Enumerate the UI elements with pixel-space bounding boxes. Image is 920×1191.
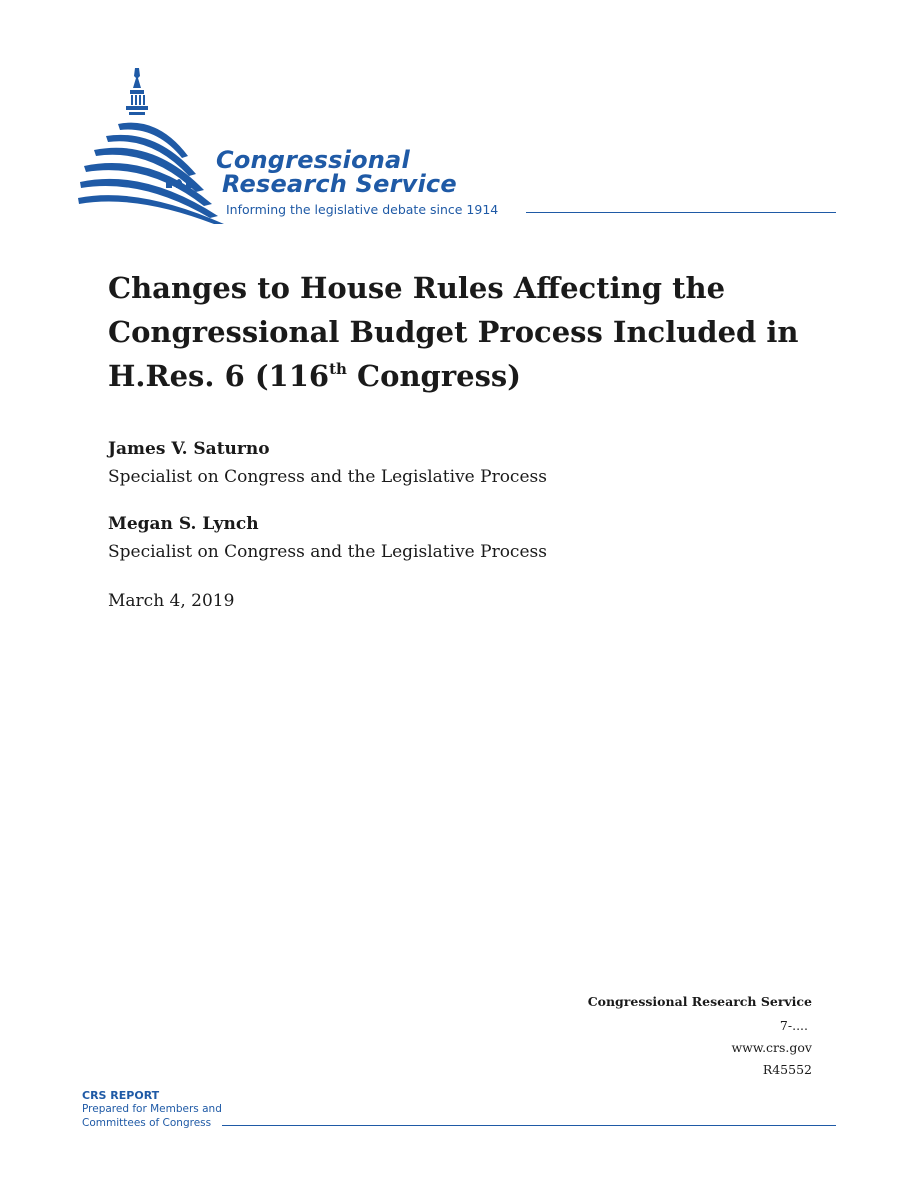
brand-tagline: Informing the legislative debate since 1914 [226, 202, 499, 217]
report-date: March 4, 2019 [108, 591, 235, 611]
footer-prepared-for: Prepared for Members and [82, 1103, 222, 1115]
capitol-dome-icon [78, 64, 228, 224]
report-id: R45552 [762, 1062, 812, 1077]
author-role: Specialist on Congress and the Legislative Process [108, 542, 547, 562]
brand-name-line-2: Research Service [222, 170, 457, 198]
report-title [108, 266, 808, 398]
report-title-text-end: Congress) [346, 359, 521, 393]
author-name: James V. Saturno [108, 439, 270, 459]
report-code: 7-.... [779, 1018, 808, 1033]
website-link[interactable]: www.crs.gov [731, 1040, 812, 1055]
report-title-text: Changes to House Rules Affecting the Congressional Budget Process Included in H.Res. 6 (116 [108, 271, 799, 393]
footer-report-label: CRS REPORT [82, 1089, 160, 1102]
publisher-name: Congressional Research Service [587, 994, 812, 1009]
report-title-superscript: th [329, 360, 347, 378]
footer-divider [222, 1125, 836, 1126]
author-name: Megan S. Lynch [108, 514, 259, 534]
brand-name-line-1: Congressional [216, 146, 410, 174]
footer-committees: Committees of Congress [82, 1117, 212, 1129]
author-role: Specialist on Congress and the Legislative Process [108, 467, 547, 487]
header-divider [526, 212, 836, 213]
